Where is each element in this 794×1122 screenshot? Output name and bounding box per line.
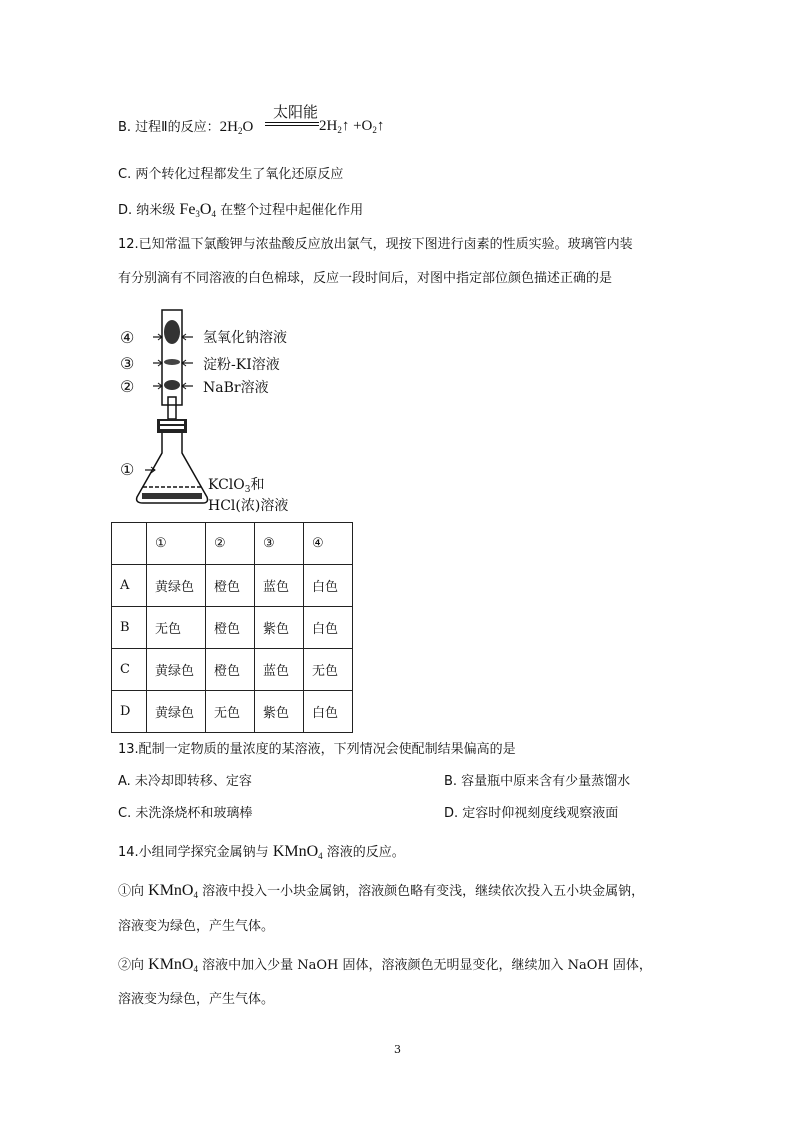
q12-options-table <box>111 522 353 733</box>
table-cell: D <box>112 691 147 733</box>
table-cell: B <box>112 607 147 649</box>
page-number: 3 <box>394 1043 401 1056</box>
q11-option-b-products: $2H_2↑$ $+O_2↑$ <box>319 118 385 135</box>
label-4-number: ④ <box>120 328 135 347</box>
connector-tube <box>168 397 176 419</box>
q12-stem-line1: 12.已知常温下氯酸钾与浓盐酸反应放出氯气，现按下图进行卤素的性质实验。玻璃管内装 <box>118 237 633 252</box>
q14-part2-line1: ②向 KMnO$_4$ 溶液中加入少量 NaOH 固体，溶液颜色无明显变化，继续加入 NaOH 固体， <box>118 956 652 974</box>
reaction-arrow-line <box>265 122 319 123</box>
cotton-ball-3 <box>164 359 180 365</box>
q13-option-a: A. 未冷却即转移、定容 <box>118 774 252 789</box>
reaction-condition-label: 太阳能 <box>273 103 319 121</box>
q12-stem-line2: 有分别滴有不同溶液的白色棉球，反应一段时间后，对图中指定部位颜色描述正确的是 <box>118 271 613 286</box>
table-row <box>112 565 353 607</box>
table-cell: 无色 <box>206 691 255 733</box>
table-cell: 黄绿色 <box>147 565 206 607</box>
flask-contents-label-2: HCl(浓)溶液 <box>208 498 289 514</box>
label-3-number: ③ <box>120 354 135 373</box>
table-cell: 白色 <box>304 565 353 607</box>
q13-stem: 13.配制一定物质的量浓度的某溶液，下列情况会使配制结果偏高的是 <box>118 742 516 757</box>
table-cell: 紫色 <box>255 607 304 649</box>
cotton-ball-4 <box>164 320 180 344</box>
label-3-text: 淀粉-KI溶液 <box>203 357 280 373</box>
table-row <box>112 649 353 691</box>
table-header-cell: ④ <box>304 523 353 565</box>
flask-contents-label-1: KClO$_3$和 <box>208 477 265 495</box>
cotton-ball-2 <box>164 380 180 390</box>
table-cell: 白色 <box>304 691 353 733</box>
q14-part1-line2: 溶液变为绿色，产生气体。 <box>118 919 275 934</box>
q14-part2-line2: 溶液变为绿色，产生气体。 <box>118 992 275 1007</box>
table-row <box>112 691 353 733</box>
label-4-text: 氢氧化钠溶液 <box>203 330 287 346</box>
q13-option-c: C. 未洗涤烧杯和玻璃棒 <box>118 806 253 821</box>
conical-flask <box>137 433 208 503</box>
table-cell: 黄绿色 <box>147 649 206 691</box>
q14-part1-line1: ①向 KMnO$_4$ 溶液中投入一小块金属钠，溶液颜色略有变浅，继续依次投入五小块金属钠， <box>118 882 645 900</box>
label-2-text: NaBr溶液 <box>203 380 269 396</box>
table-cell: 蓝色 <box>255 649 304 691</box>
table-cell: 黄绿色 <box>147 691 206 733</box>
table-header-cell: ③ <box>255 523 304 565</box>
q11-option-c: C. 两个转化过程都发生了氧化还原反应 <box>118 167 344 182</box>
reaction-arrow-line-2 <box>265 125 319 126</box>
table-cell: A <box>112 565 147 607</box>
q11-option-d: D. 纳米级 $Fe_3O_4$ 在整个过程中起催化作用 <box>118 201 364 219</box>
q11-option-b: B. 过程Ⅱ的反应：$2H_2O$ <box>118 119 254 136</box>
table-header-row <box>112 523 353 565</box>
table-cell: C <box>112 649 147 691</box>
q13-option-b: B. 容量瓶中原来含有少量蒸馏水 <box>444 774 631 789</box>
table-cell: 橙色 <box>206 649 255 691</box>
table-cell: 蓝色 <box>255 565 304 607</box>
table-cell: 白色 <box>304 607 353 649</box>
table-cell: 无色 <box>147 607 206 649</box>
table-cell: 紫色 <box>255 691 304 733</box>
table-header-cell: ② <box>206 523 255 565</box>
table-cell: 橙色 <box>206 607 255 649</box>
table-header-cell: ① <box>147 523 206 565</box>
table-row <box>112 607 353 649</box>
q13-option-d: D. 定容时仰视刻度线观察液面 <box>444 806 619 821</box>
q14-stem: 14.小组同学探究金属钠与 KMnO$_4$ 溶液的反应。 <box>118 843 405 861</box>
label-1-number: ① <box>120 460 135 479</box>
table-cell: 橙色 <box>206 565 255 607</box>
label-2-number: ② <box>120 377 135 396</box>
table-header-cell <box>112 523 147 565</box>
table-cell: 无色 <box>304 649 353 691</box>
